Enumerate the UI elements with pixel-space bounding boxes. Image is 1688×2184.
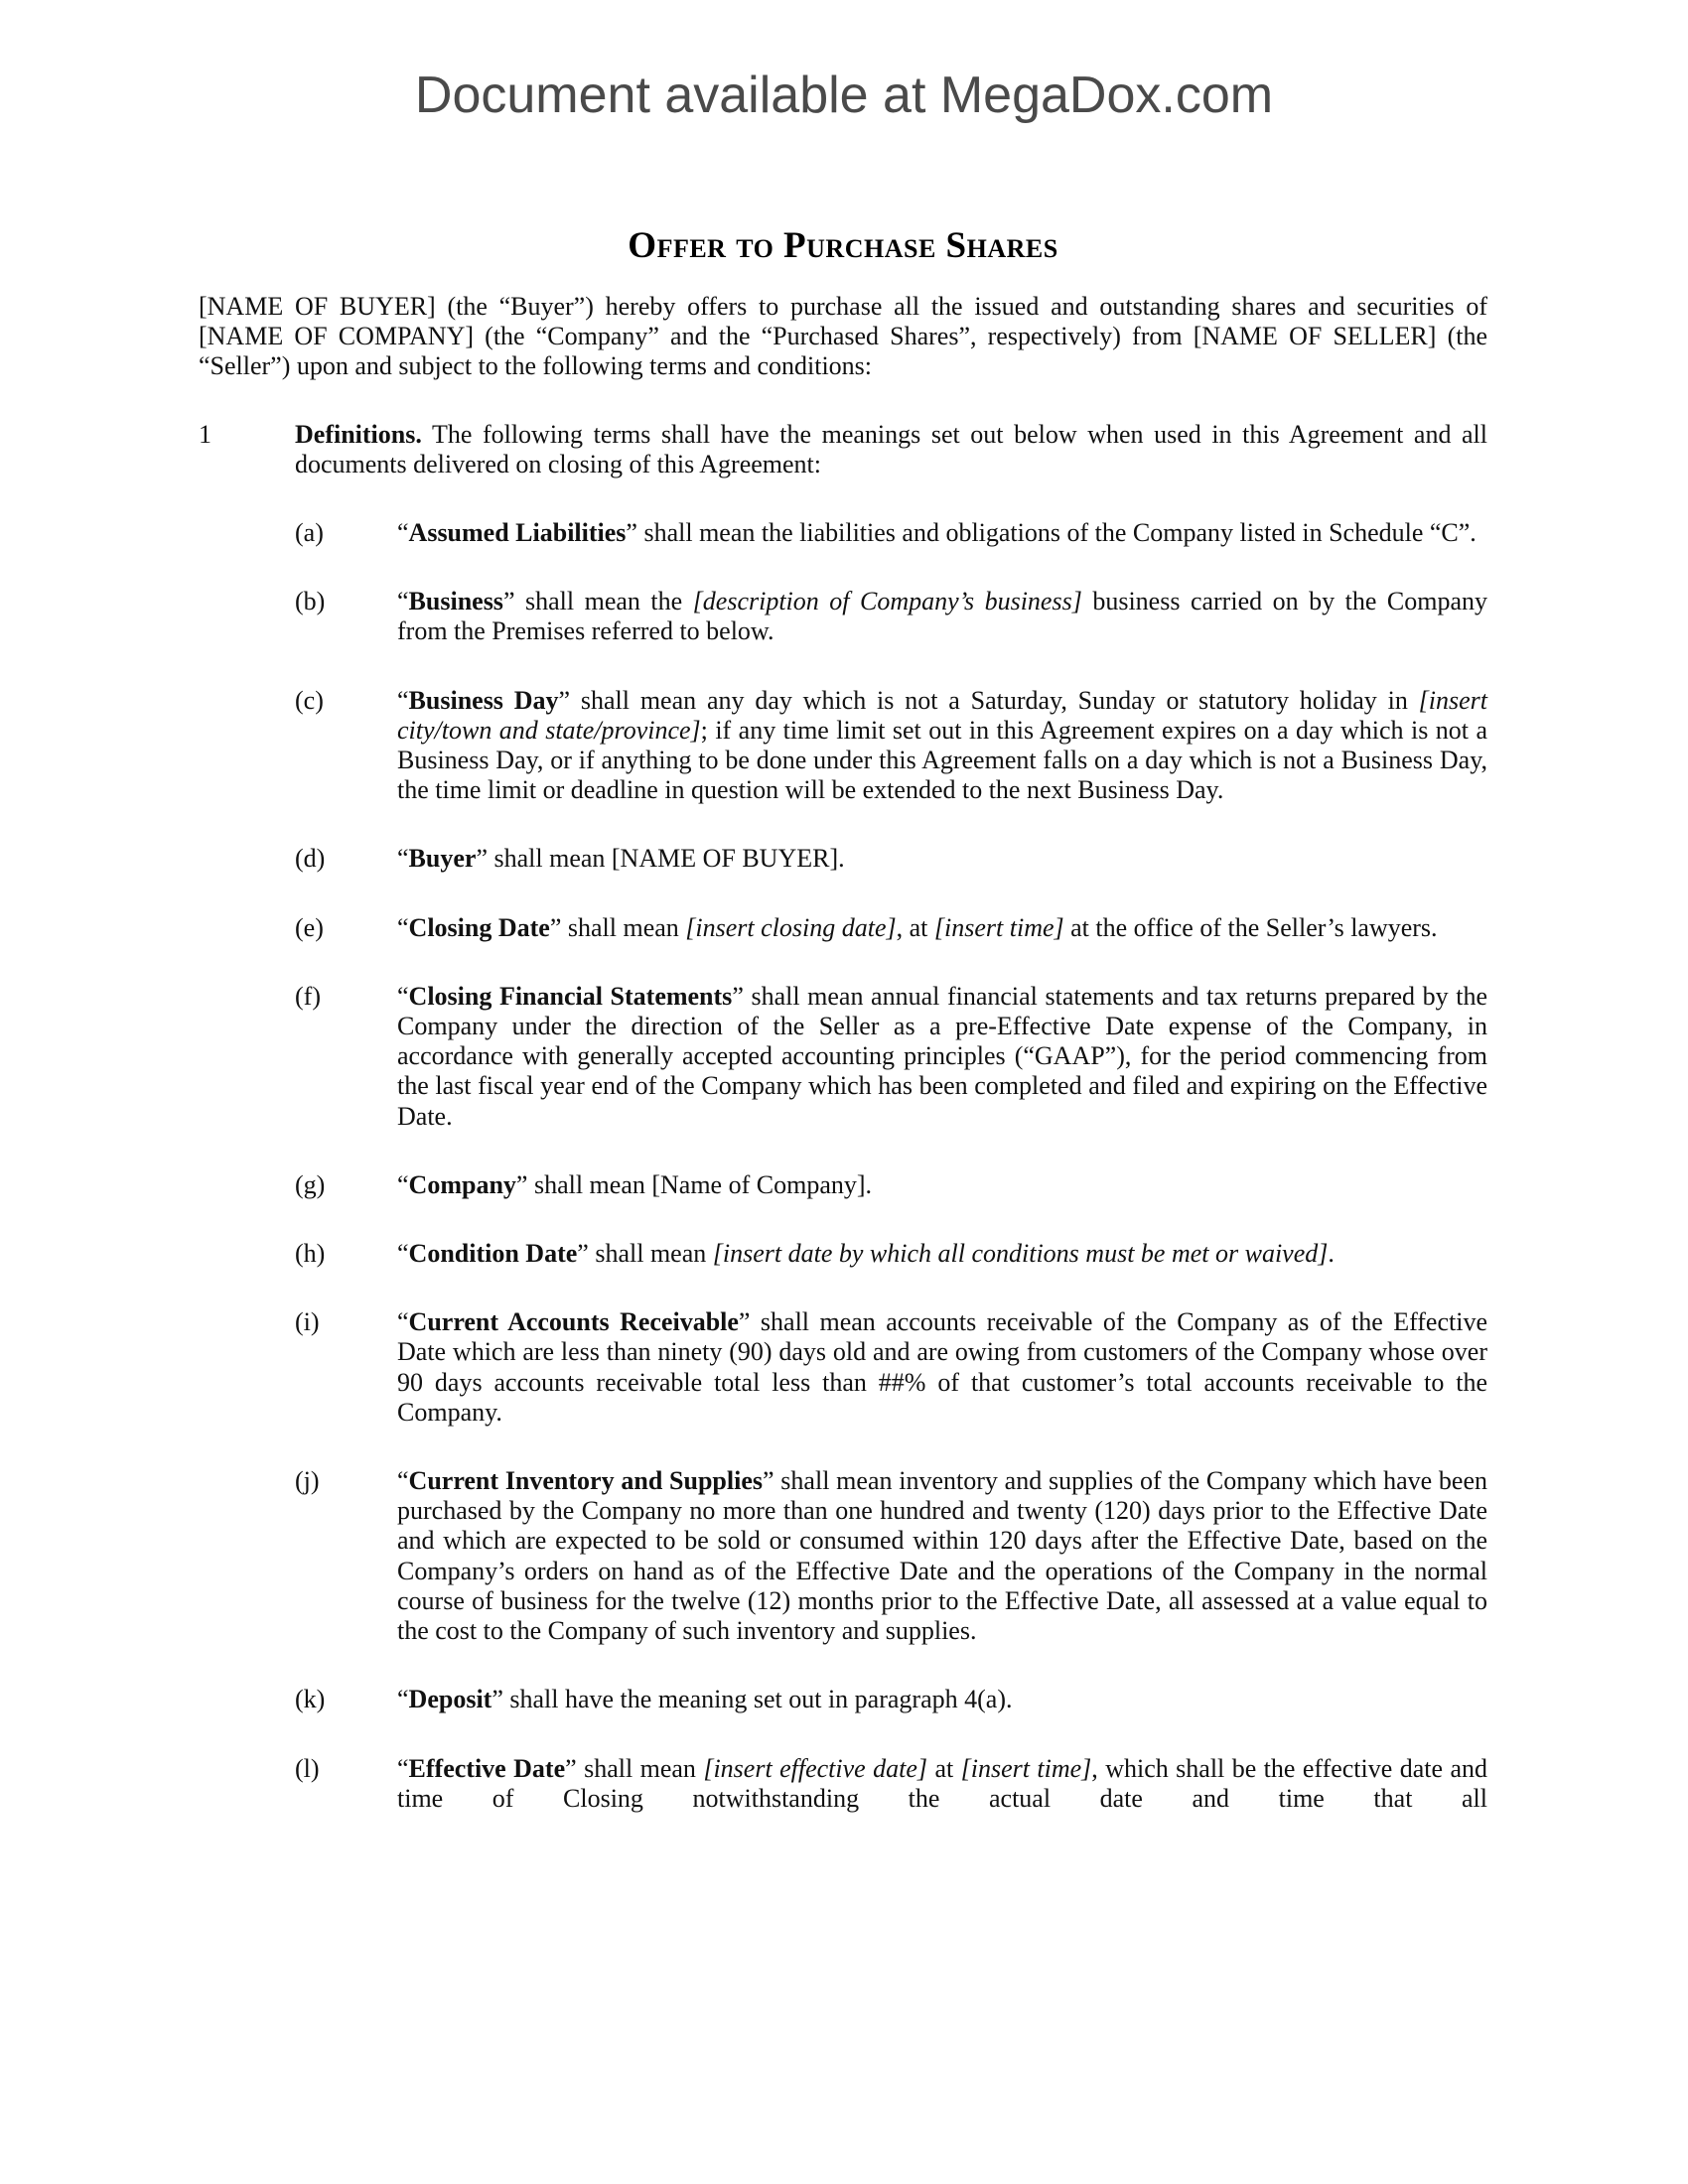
definition-label: (h) [295,1239,326,1269]
definition-text: “Deposit” shall have the meaning set out in paragraph 4(a). [397,1685,1013,1714]
definition-text: “Current Inventory and Supplies” shall mean inventory and supplies of the Company which have been purchased by the Company no more than one hundred and twenty (120) days prior to the Effective Date and which are expected to be sold or consumed within 120 days after the Effective Date, based on the Company’s orders on hand as of the Effective Date and the operations of the Company in the normal course of business for the twelve (12) months prior to the Effective Date, all assessed at a value equal to the cost to the Company of such inventory and supplies. [397,1466,1488,1646]
definition-text: “Company” shall mean [Name of Company]. [397,1169,873,1199]
definition-body: shall mean [561,912,686,942]
definition-body: shall mean accounts receivable of the Company as of the Effective Date which are less than ninety (90) days old and are owing from customers of the Company whose over 90 days accounts receivable total less than ##% of that customer’s total accounts receivable to the Company. [397,1307,1487,1427]
placeholder-text: [description of Company’s business] [692,587,1082,616]
definition-term: Assumed Liabilities [408,518,627,548]
definition-body: shall mean [576,1753,704,1783]
placeholder-text: [insert closing date] [685,912,897,942]
definitions-list [295,518,1487,1814]
definition-term: Condition Date [408,1239,578,1269]
definition-body: shall mean [Name of Company]. [527,1169,873,1199]
definition-item [295,1307,1487,1428]
definition-term: Effective Date [408,1753,566,1783]
definition-term: Closing Financial Statements [408,981,733,1011]
definition-label: (j) [295,1466,320,1496]
definition-body: ; if any time limit set out in this Agreement expires on a day which is not a Business Day, or if anything to be done under this Agreement falls on a day which is not a Business Day, the time limit or deadline in question will be extended to the next Business Day. [397,715,1487,805]
definition-item [295,587,1487,646]
definition-text: “Business Day” shall mean any day which is not a Saturday, Sunday or statutory holiday in [insert city/town and state/province]; if any time limit set out in this Agreement expires on a day which is not a Business Day, or if anything to be done under this Agreement falls on a day which is not a Business Day, the time limit or deadline in question will be extended to the next Business Day. [397,685,1487,805]
definition-body: at the office of the Seller’s lawyers. [1063,912,1438,942]
definition-item [295,686,1487,806]
definition-body: shall mean [588,1239,713,1269]
definition-term: Closing Date [408,912,550,942]
definition-body: , at [896,912,934,942]
definition-term: Current Inventory and Supplies [408,1466,763,1496]
definition-body: shall mean the [514,587,693,616]
definition-text: “Current Accounts Receivable” shall mean accounts receivable of the Company as of the Effective Date which are less than ninety (90) days old and are owing from customers of the Company whose over 90 days accounts receivable total less than ##% of that customer’s total accounts receivable to the Company. [397,1307,1487,1427]
placeholder-text: [insert time] [960,1753,1092,1783]
definition-item [295,982,1487,1132]
definition-body: , which shall be the effective date and time of Closing notwithstanding the actual date and time that all [397,1753,1487,1813]
definition-label: (d) [295,844,326,874]
definition-label: (b) [295,587,326,616]
definition-body: shall mean any day which is not a Saturday, Sunday or statutory holiday in [570,685,1419,715]
definition-text: “Effective Date” shall mean [insert effective date] at [insert time], which shall be the effective date and time of Closing notwithstanding the actual date and time that all [397,1753,1487,1813]
definition-term: Company [408,1169,516,1199]
section-1-definitions [199,420,1487,479]
definition-body: shall mean [NAME OF BUYER]. [487,844,845,874]
document-title: Offer to Purchase Shares [628,225,1058,266]
definition-text: “Closing Financial Statements” shall mean annual financial statements and tax returns prepared by the Company under the direction of the Seller as a pre-Effective Date expense of the Company, in accordance with generally accepted accounting principles (“GAAP”), for the period commencing from the last fiscal year end of the Company which has been completed and filed and expiring on the Effective Date. [397,981,1487,1131]
placeholder-text: [insert date by which all conditions must be met or waived] [712,1239,1329,1269]
placeholder-text: [insert effective date] [703,1753,928,1783]
definition-label: (k) [295,1685,326,1714]
section-number: 1 [199,419,211,449]
definition-label: (f) [295,981,321,1011]
definition-item [295,1754,1487,1814]
definition-term: Business Day [408,685,559,715]
definition-label: (g) [295,1169,326,1199]
definition-body: shall have the meaning set out in paragraph 4(a). [502,1685,1013,1714]
definition-label: (a) [295,518,324,548]
intro-paragraph: [NAME OF BUYER] (the “Buyer”) hereby offers to purchase all the issued and outstanding shares and securities of [NAME OF COMPANY] (the “Company” and the “Purchased Shares”, respectively) from [NAME OF SELLER] (the “Seller”) upon and subject to the following terms and conditions: [199,292,1487,381]
definition-text: “Closing Date” shall mean [insert closing date], at [insert time] at the office of the Seller’s lawyers. [397,912,1438,942]
definition-body: business carried on by the Company from the Premises referred to below. [397,587,1487,646]
placeholder-text: [insert city/town and state/province] [397,685,1487,745]
definition-item [295,1685,1487,1714]
definition-body: at [927,1753,961,1783]
definition-text: “Assumed Liabilities” shall mean the liabilities and obligations of the Company listed in Schedule “C”. [397,518,1477,548]
definition-label: (c) [295,685,324,715]
definition-label: (e) [295,912,324,942]
definition-item [295,1170,1487,1200]
definition-term: Buyer [408,844,477,874]
section-heading: Definitions. [295,419,422,449]
definition-body: shall mean the liabilities and obligations of the Company listed in Schedule “C”. [636,518,1477,548]
definition-term: Deposit [408,1685,492,1714]
definition-item [295,913,1487,943]
definition-text: “Business” shall mean the [description of Company’s business] business carried on by the Company from the Premises referred to below. [397,587,1487,646]
definition-label: (l) [295,1753,320,1783]
definition-item [295,1239,1487,1269]
definition-body: shall mean inventory and supplies of the Company which have been purchased by the Company no more than one hundred and twenty (120) days prior to the Effective Date and which are expected to be sold or consumed within 120 days after the Effective Date, based on the Company’s orders on hand as of the Effective Date and the operations of the Company in the normal course of business for the twelve (12) months prior to the Effective Date, all assessed at a value equal to the cost to the Company of such inventory and supplies. [397,1466,1488,1646]
section-text: The following terms shall have the meanings set out below when used in this Agreement and all documents delivered on closing of this Agreement: [295,419,1487,478]
document-page [199,224,1487,1852]
definition-label: (i) [295,1307,320,1337]
megadox-watermark: Document available at MegaDox.com [414,67,1274,124]
definition-term: Current Accounts Receivable [408,1307,739,1337]
definition-text: “Buyer” shall mean [NAME OF BUYER]. [397,844,845,874]
definition-body: . [1328,1239,1335,1269]
definition-term: Business [408,587,503,616]
definition-item [295,518,1487,548]
placeholder-text: [insert time] [933,912,1064,942]
definition-item [295,844,1487,874]
definition-item [295,1466,1487,1646]
definition-text: “Condition Date” shall mean [insert date by which all conditions must be met or waived]. [397,1239,1335,1269]
definition-body: shall mean annual financial statements and tax returns prepared by the Company under the direction of the Seller as a pre-Effective Date expense of the Company, in accordance with generally accepted accounting principles (“GAAP”), for the period commencing from the last fiscal year end of the Company which has been completed and filed and expiring on the Effective Date. [397,981,1487,1131]
section-intro [295,420,1487,479]
